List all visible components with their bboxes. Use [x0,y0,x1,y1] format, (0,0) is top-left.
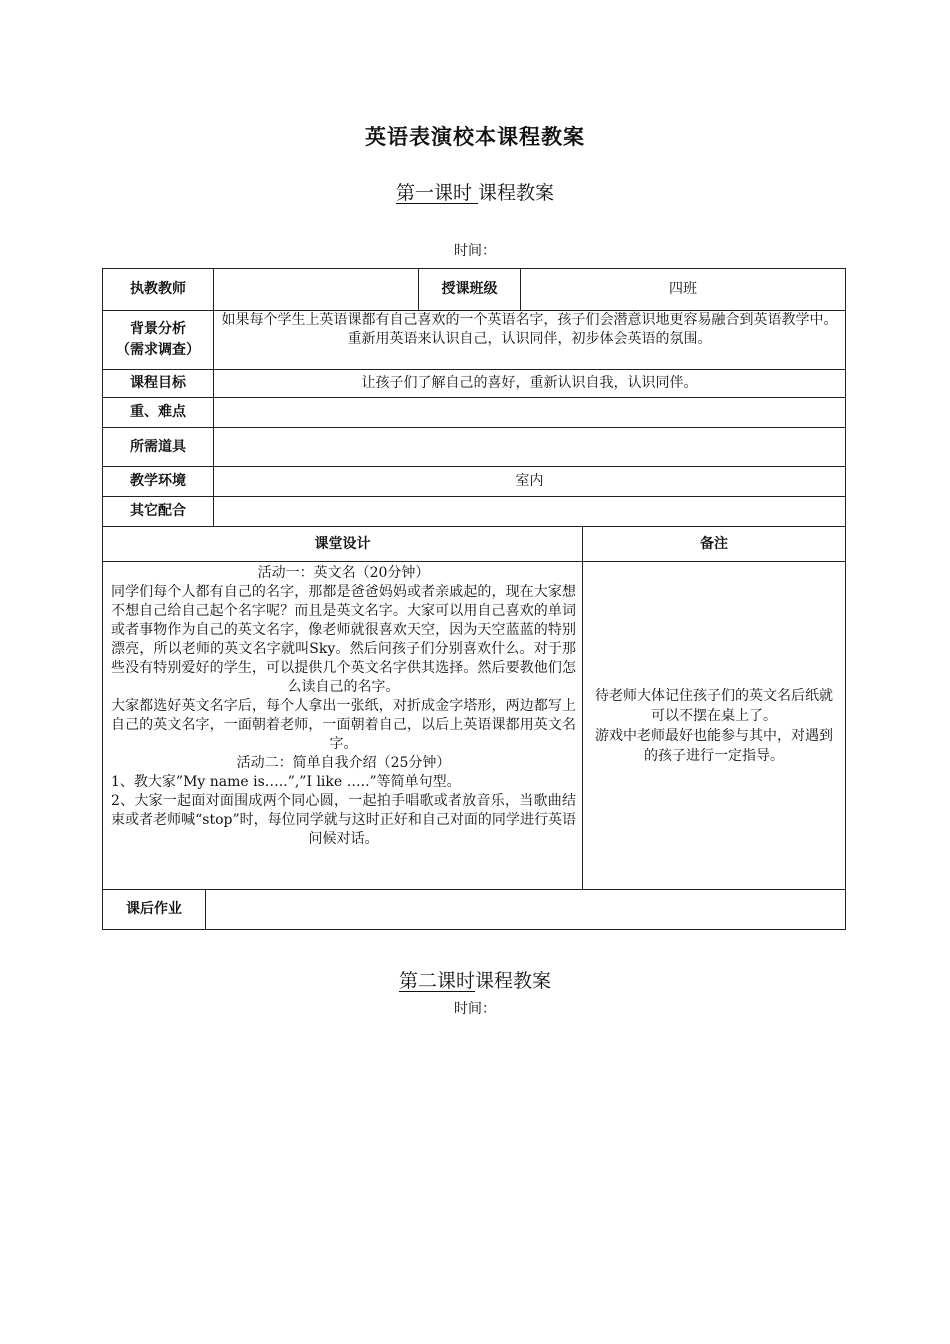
teacher-value [214,269,419,311]
row-props [103,428,846,467]
row-design-content [103,562,846,890]
lesson1-title-text: 课程教案 [478,182,555,204]
activity1-paragraph1: 同学们每个人都有自己的名字，那都是爸爸妈妈或者亲戚起的，现在大家想不想自己给自己起个名字呢？而且是英文名字。大家可以用自己喜欢的单词或者事物作为自己的英文名字，像老师就很喜欢天空，因为天空蓝蓝的特别漂亮，所以老师的英文名字就叫Sky。然后问孩子们分别喜欢什么。对于那些没有特别爱好的学生，可以提供几个英文名字供其选择。然后要教他们怎么读自己的名字。 [111,584,576,695]
background-label [103,311,214,370]
other-label: 其它配合 [103,497,214,527]
notes-line1: 待老师大体记住孩子们的英文名后纸就可以不摆在桌上了。 [595,687,833,724]
class-label: 授课班级 [419,269,521,311]
row-teacher-class [103,269,846,311]
activity2-title: 活动二：简单自我介绍（25分钟） [236,755,451,771]
teacher-label: 执教教师 [103,269,214,311]
row-goal [103,370,846,398]
goal-label: 课程目标 [103,370,214,398]
environment-label: 教学环境 [103,467,214,497]
lesson1-info-table [102,268,846,527]
key-points-value [214,398,846,428]
homework-value [206,890,846,930]
homework-label: 课后作业 [103,890,206,930]
row-background [103,311,846,370]
activity2-step1: 1、教大家”My name is…..”,”I like …..”等简单句型。 [111,774,461,790]
background-label-line2: （需求调查） [116,342,200,358]
other-value [214,497,846,527]
background-label-line1: 背景分析 [130,321,186,337]
row-key-points [103,398,846,428]
props-label: 所需道具 [103,428,214,467]
activity2-step2: 2、大家一起面对面围成两个同心圆，一起拍手唱歌或者放音乐，当歌曲结束或者老师喊“stop”时，每位同学就与这时正好和自己对面的同学进行英语问候对话。 [111,793,576,847]
row-homework [103,890,846,930]
row-environment [103,467,846,497]
environment-value: 室内 [214,467,846,497]
lesson1-title [0,178,950,205]
lesson2-title-number: 第二课时 [398,970,475,992]
lesson2-title-text: 课程教案 [475,970,552,992]
row-other [103,497,846,527]
design-content [103,562,583,890]
lesson1-title-number: 第一课时 [395,182,479,204]
lesson1-design-table [102,526,846,930]
design-label: 课堂设计 [103,527,583,562]
lesson1-time-label: 时间： [454,243,496,259]
lesson2-title [0,966,950,993]
notes-label: 备注 [583,527,846,562]
row-design-header [103,527,846,562]
goal-value: 让孩子们了解自己的喜好，重新认识自我，认识同伴。 [214,370,846,398]
lesson2-time-label: 时间： [454,1001,496,1017]
notes-line2: 游戏中老师最好也能参与其中，对遇到的孩子进行一定指导。 [595,727,833,764]
props-value [214,428,846,467]
class-value: 四班 [521,269,846,311]
key-points-label: 重、难点 [103,398,214,428]
document-title: 英语表演校本课程教案 [365,124,585,149]
activity1-paragraph2: 大家都选好英文名字后，每个人拿出一张纸，对折成金字塔形，两边都写上自己的英文名字，一面朝着老师，一面朝着自己，以后上英语课都用英文名字。 [111,698,576,752]
background-value: 如果每个学生上英语课都有自己喜欢的一个英语名字，孩子们会潜意识地更容易融合到英语教学中。重新用英语来认识自己，认识同伴，初步体会英语的氛围。 [214,311,846,370]
activity1-title: 活动一：英文名（20分钟） [257,565,430,581]
notes-content [583,562,846,890]
